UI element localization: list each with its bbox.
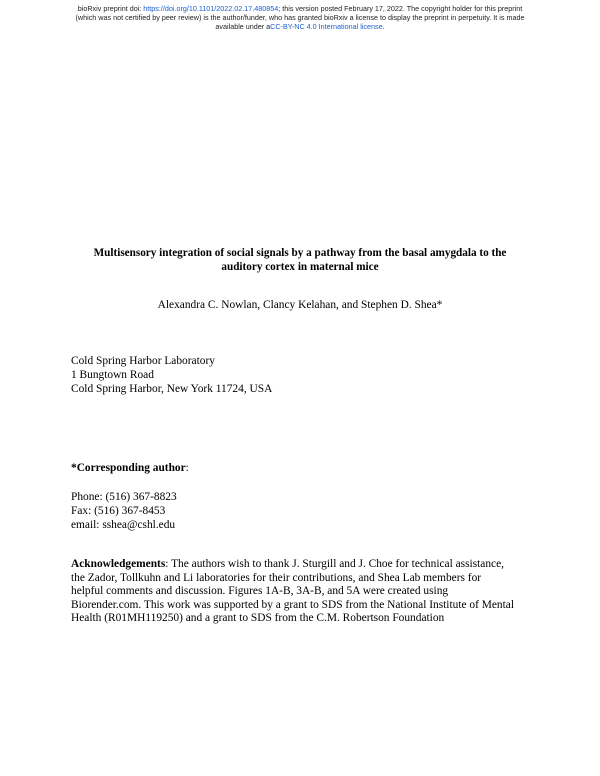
affiliation-line-1: Cold Spring Harbor Laboratory — [71, 355, 215, 367]
contact-fax: Fax: (516) 367-8453 — [71, 504, 166, 517]
affiliation — [71, 355, 541, 396]
acknowledgements-line-5: Health (R01MH119250) and a grant to SDS from the C.M. Robertson Foundation — [71, 612, 445, 625]
acknowledgements-label: Acknowledgements — [71, 558, 166, 570]
doi-link[interactable]: https://doi.org/10.1101/2022.02.17.480854 — [143, 4, 279, 13]
banner-line-2: (which was not certified by peer review) is the author/funder, who has granted bioRxiv a license to display the preprint in perpetuity. It is made — [75, 13, 525, 22]
author-list: Alexandra C. Nowlan, Clancy Kelahan, and Stephen D. Shea* — [157, 299, 443, 311]
contact-info — [71, 491, 541, 532]
banner-doi-prefix: bioRxiv preprint doi: — [77, 4, 144, 13]
corresponding-label: *Corresponding author — [71, 462, 186, 474]
contact-email[interactable]: email: sshea@cshl.edu — [71, 518, 176, 531]
banner-line-1 — [30, 4, 570, 13]
banner-line-1-suffix: ; this version posted February 17, 2022. The copyright holder for this preprint — [278, 4, 523, 13]
license-link[interactable]: CC-BY-NC 4.0 International license — [270, 22, 383, 31]
acknowledgements-line-3: helpful comments and discussion. Figures 1A-B, 3A-B, and 5A were created using — [71, 585, 449, 598]
acknowledgements-line-1: : The authors wish to thank J. Sturgill and J. Choe for technical assistance, — [165, 558, 505, 570]
banner-license-prefix: available under a — [215, 22, 271, 31]
acknowledgements-line-2: the Zador, Tollkuhn and Li laboratories for their contributions, and Shea Lab members for — [71, 571, 482, 584]
acknowledgements — [71, 558, 541, 626]
preprint-banner — [30, 4, 570, 31]
affiliation-line-2: 1 Bungtown Road — [71, 368, 154, 381]
title-line-2: auditory cortex in maternal mice — [221, 260, 379, 273]
banner-license-suffix: . — [382, 22, 385, 31]
acknowledgements-line-4: Biorender.com. This work was supported by a grant to SDS from the National Institute of Mental — [71, 598, 514, 611]
contact-phone: Phone: (516) 367-8823 — [71, 491, 177, 503]
banner-line-3 — [30, 22, 570, 31]
title-line-1: Multisensory integration of social signals by a pathway from the basal amygdala to the — [93, 247, 507, 259]
corresponding-author-heading — [71, 462, 541, 476]
affiliation-line-3: Cold Spring Harbor, New York 11724, USA — [71, 382, 273, 395]
paper-title — [60, 247, 540, 274]
corresponding-colon: : — [185, 462, 189, 474]
